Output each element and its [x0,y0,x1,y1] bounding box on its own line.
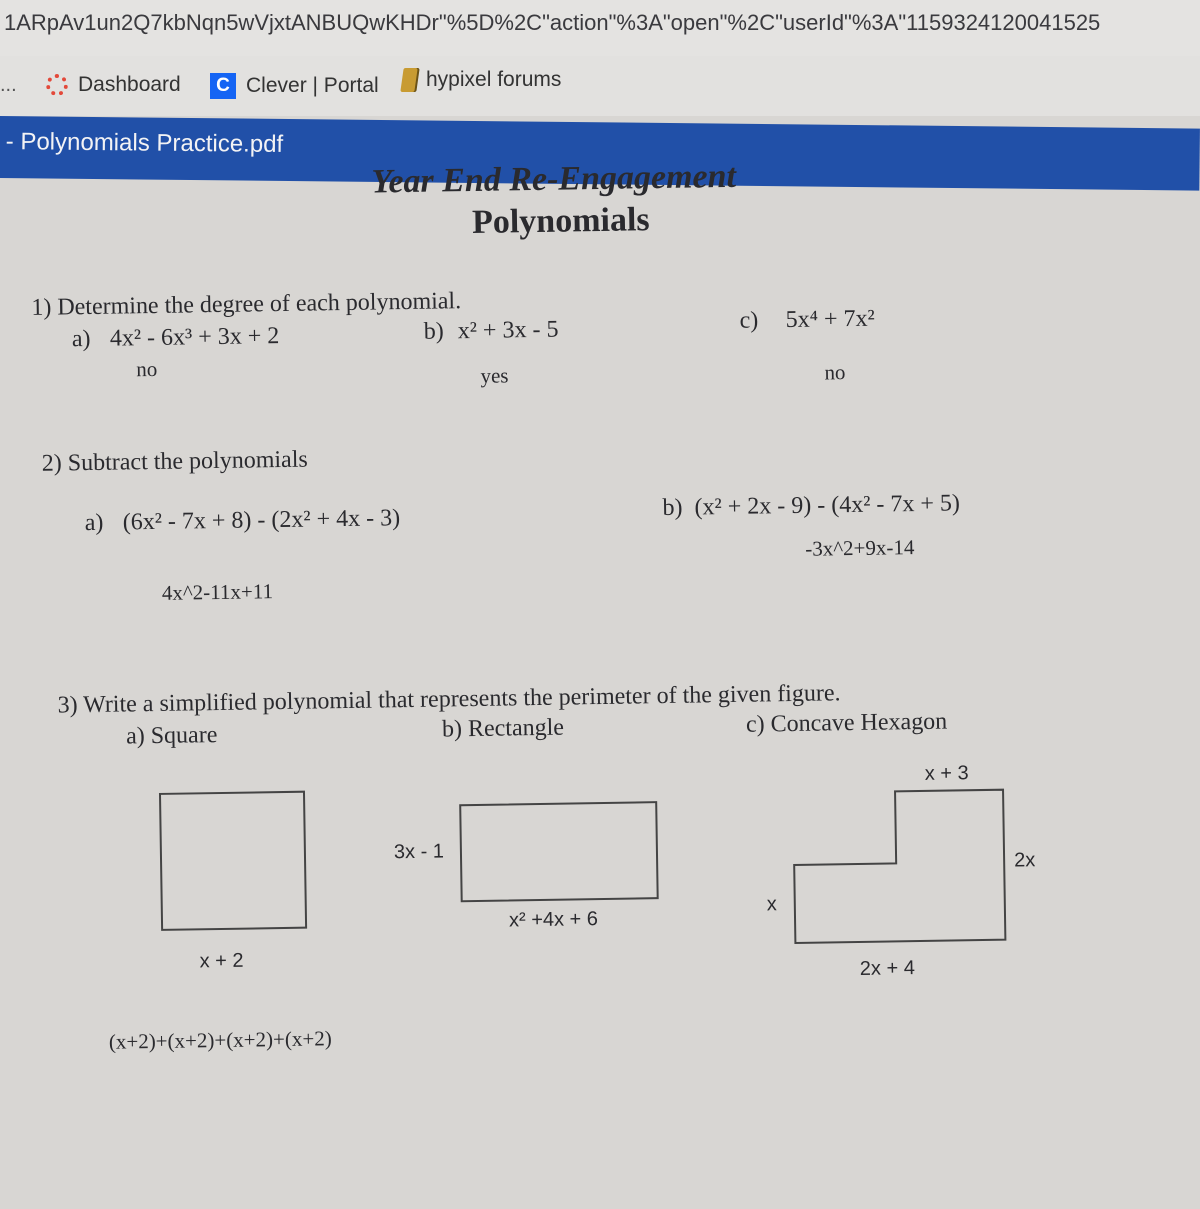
q3-c-label: c) Concave Hexagon [745,708,948,738]
q2-a-expression: (6x² - 7x + 8) - (2x² + 4x - 3) [122,505,401,536]
square-side-label: x + 2 [199,949,244,973]
bookmarks-overflow[interactable]: ... [0,74,17,96]
hexagon-top-label: x + 3 [924,762,969,785]
bookmark-clever-label: Clever | Portal [246,74,379,97]
q2-b-label: b) [662,494,683,522]
clever-icon: C [210,73,236,99]
hexagon-outline [793,790,1005,943]
square-figure [159,791,307,931]
hexagon-bottom-label: 2x + 4 [859,957,916,980]
worksheet-title: Year End Re-Engagement [371,157,737,201]
q2-b-answer: -3x^2+9x-14 [805,535,915,561]
q3-a-answer: (x+2)+(x+2)+(x+2)+(x+2) [108,1026,332,1054]
q3-a-label: a) Square [125,722,218,750]
q2-a-answer: 4x^2-11x+11 [161,579,274,605]
bookmark-hypixel-label: hypixel forums [426,68,562,91]
q3-b-label: b) Rectangle [441,714,565,743]
pdf-file-title: - Polynomials Practice.pdf [5,128,284,158]
q2-a-label: a) [84,509,104,537]
q2-prompt: 2) Subtract the polynomials [41,446,308,477]
hexagon-right-label: 2x [1013,849,1036,872]
q1-c-label: c) [739,307,759,334]
q1-b-label: b) [423,318,444,345]
url-text[interactable]: 1ARpAv1un2Q7kbNqn5wVjxtANBUQwKHDr"%5D%2C"action"%3A"open"%2C"userId"%3A"1159324120041525 [4,10,1101,35]
q1-prompt: 1) Determine the degree of each polynomial. [31,288,462,321]
worksheet-subtitle: Polynomials [471,201,650,241]
hexagon-left-label: x [766,893,777,916]
bookmark-dashboard-label: Dashboard [78,73,181,96]
q1-b-expression: x² + 3x - 5 [457,316,559,345]
q1-a-answer: no [136,356,158,382]
q1-a-expression: 4x² - 6x³ + 3x + 2 [109,323,280,352]
q3-prompt: 3) Write a simplified polynomial that represents the perimeter of the given figure. [57,680,841,719]
q2-b-expression: (x² + 2x - 9) - (4x² - 7x + 5) [694,490,961,521]
q1-b-answer: yes [480,363,509,388]
rectangle-width-label: x² +4x + 6 [508,908,599,932]
q1-c-expression: 5x⁴ + 7x² [785,305,875,334]
concave-hexagon-figure [789,784,1014,951]
q1-a-label: a) [71,325,91,353]
rectangle-height-label: 3x - 1 [393,840,445,864]
q1-c-answer: no [824,360,846,385]
rectangle-figure [459,801,659,902]
